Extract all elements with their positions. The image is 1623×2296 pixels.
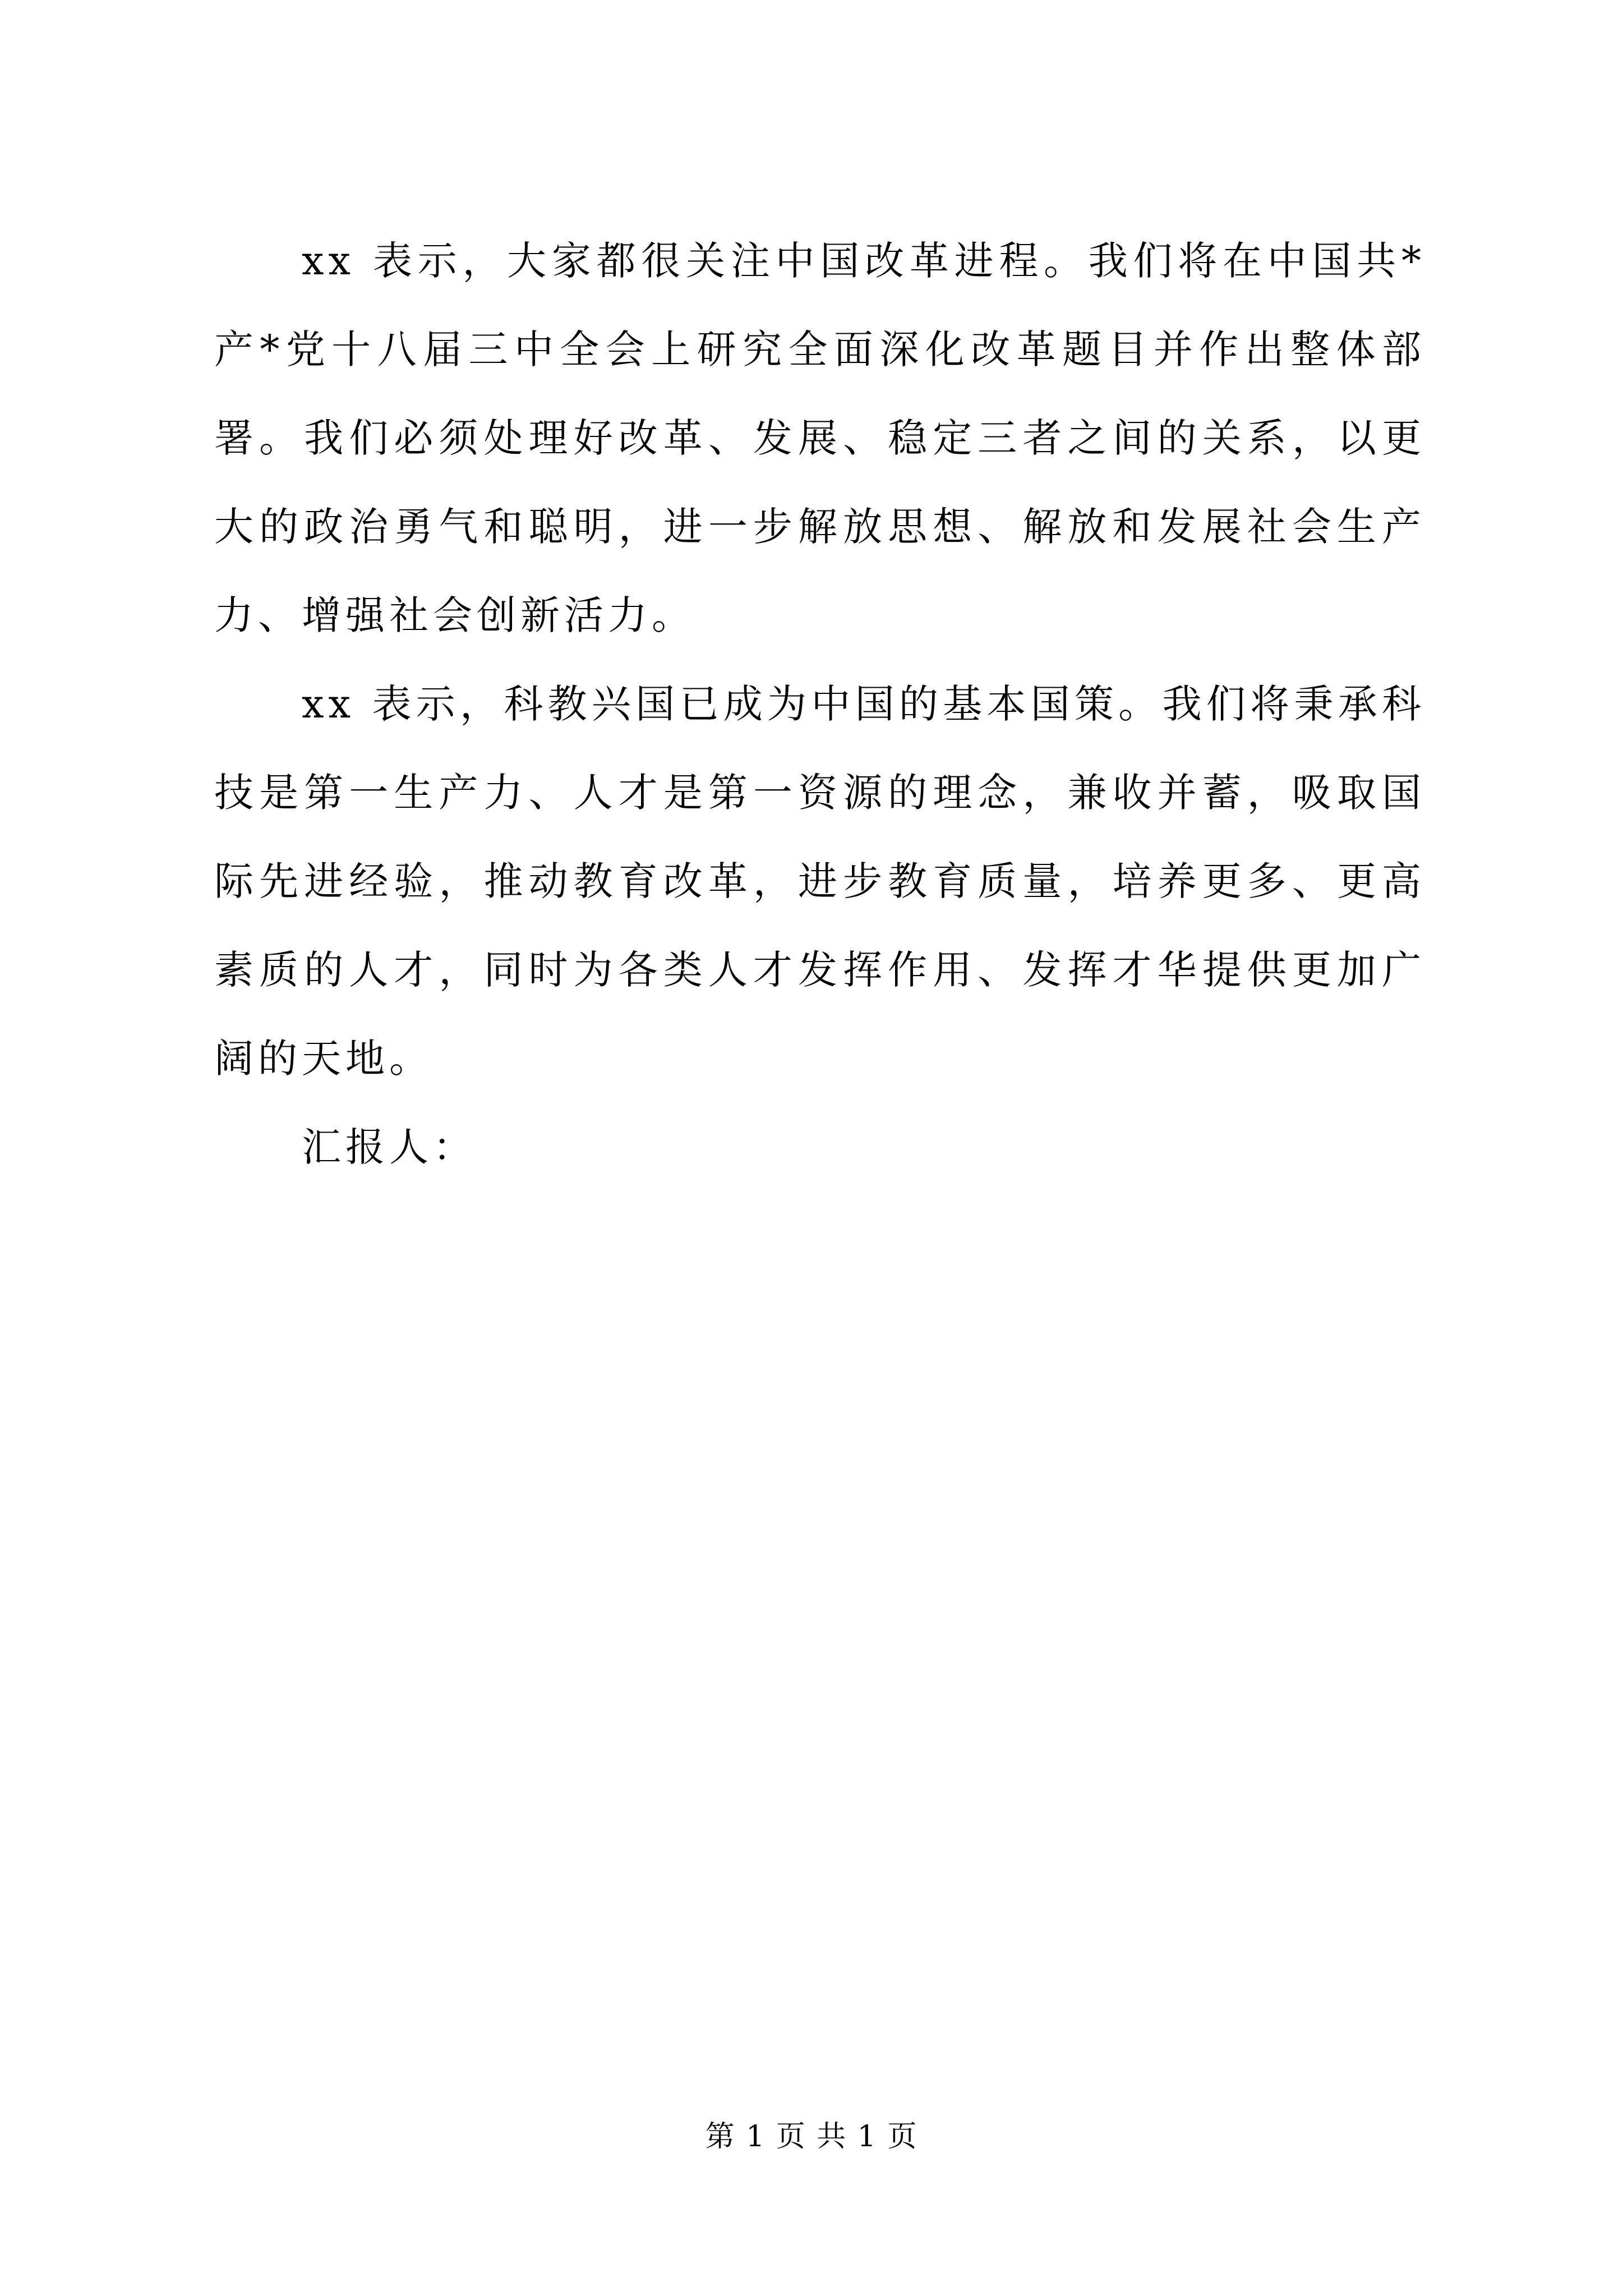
reporter-label: 汇报人： [302, 1124, 477, 1170]
page-footer: 第 1 页 共 1 页 [705, 2120, 918, 2154]
paragraph-education: xx 表示，科教兴国已成为中国的基本国策。我们将秉承科技是第一生产力、人才是第一资源的理念，兼收并蓄，吸取国际先进经验，推动教育改革，进步教育质量，培养更多、更高素质的人才，同时为各类人才发挥作用、发挥才华提供更加广阔的天地。 [214, 681, 1426, 1082]
paragraph-reform: xx 表示，大家都很关注中国改革进程。我们将在中国共*产*党十八届三中全会上研究全面深化改革题目并作出整体部署。我们必须处理好改革、发展、稳定三者之间的关系，以更大的政治勇气和聪明，进一步解放思想、解放和发展社会生产力、增强社会创新活力。 [214, 238, 1426, 638]
document-body [214, 217, 1426, 1191]
